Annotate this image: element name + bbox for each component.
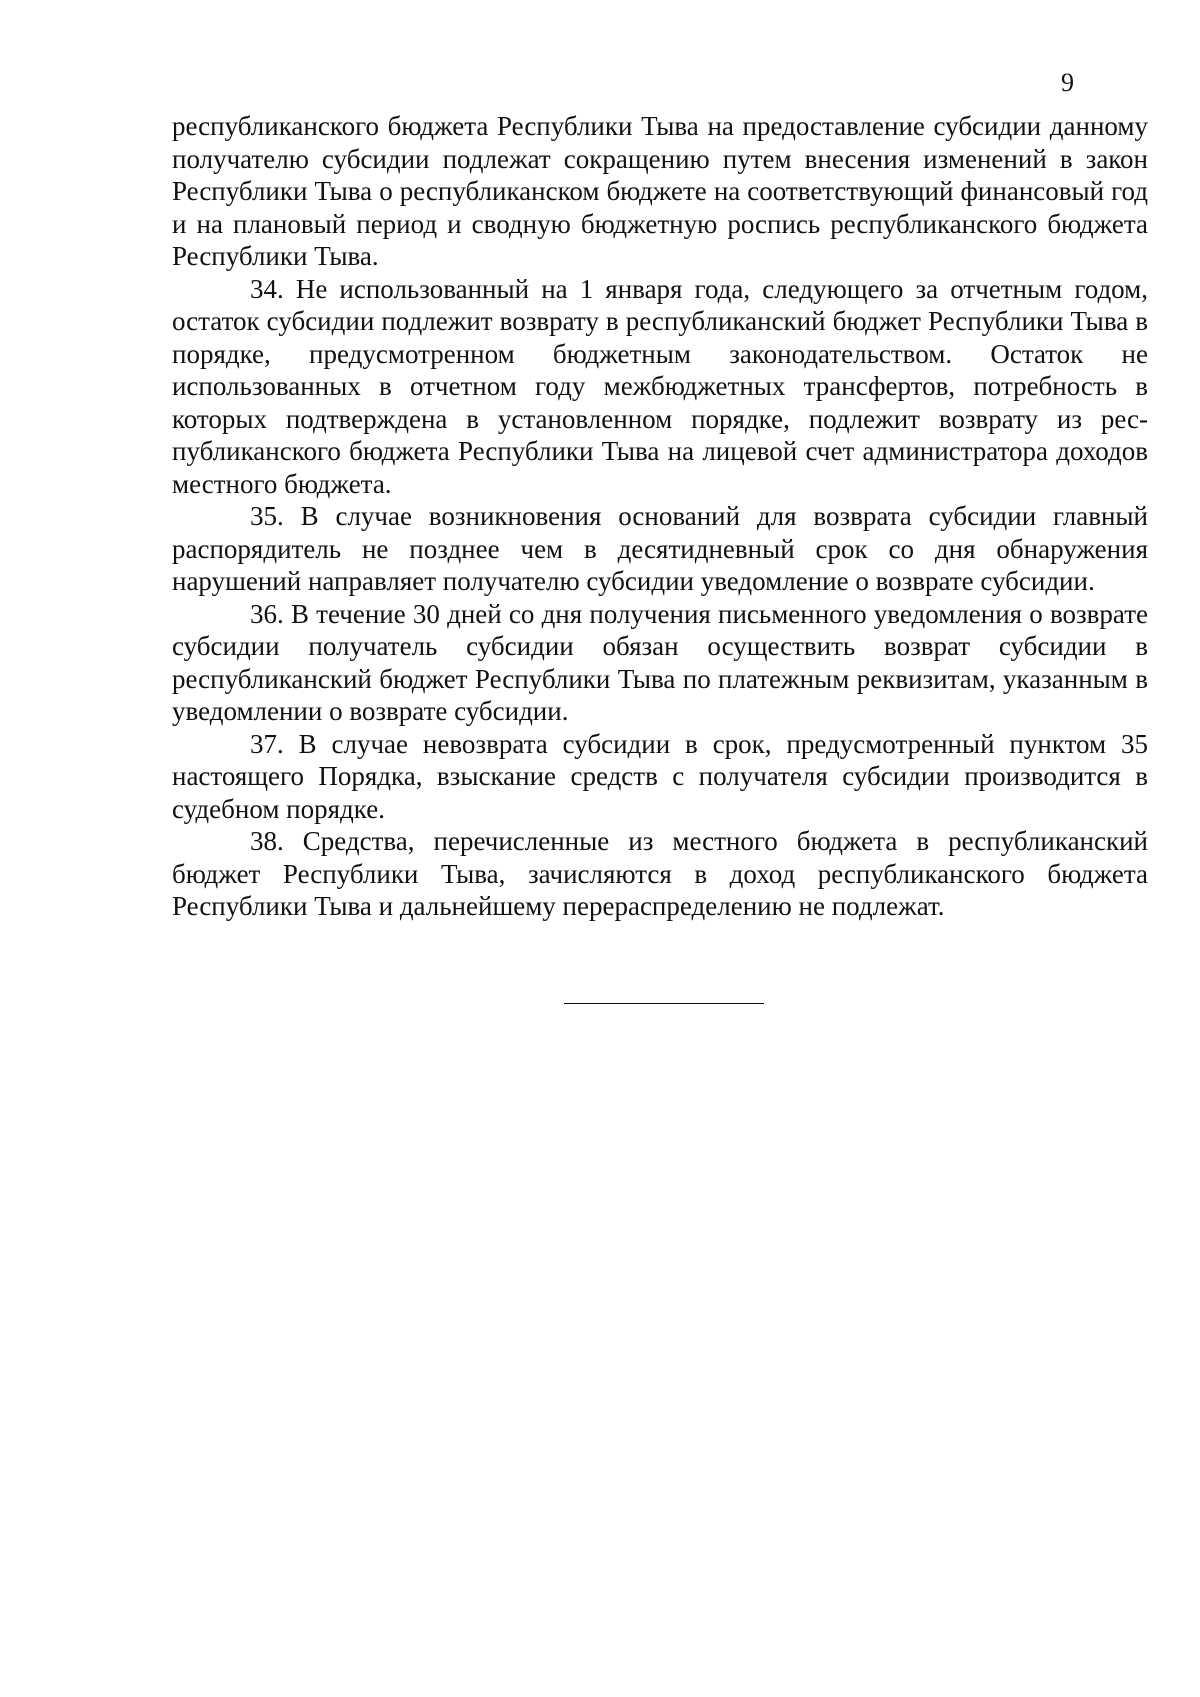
paragraph-continuation: республиканского бюджета Республики Тыва на предоставление субсидии данному получателю субсидии подлежат сокращению путем внесения изменений в закон Республики Тыва о республиканском бюджете на соответствующий финансовый год и на плановый период и сводную бюджетную роспись республиканского бюджета Республики Тыва. <box>172 111 1148 271</box>
paragraph-34: 34. Не использованный на 1 января года, следующего за отчетным годом, остаток субсидии подлежит возврату в республиканский бюджет Республики Тыва в порядке, предусмотренном бюджетным законодательством. Остаток не использованных в отчетном году межбюджетных трансфертов, потребность в которых подтверждена в установленном порядке, подлежит возврату из республиканского бюджета Республики Тыва на лицевой счет администратора доходов местного бюджета. <box>172 273 1148 499</box>
paragraph-37: 37. В случае невозврата субсидии в срок, предусмотренный пунктом 35 настоящего Порядка, взыскание средств с получателя субсидии производится в судебном порядке. <box>172 728 1148 824</box>
paragraph-38: 38. Средства, перечисленные из местного бюджета в республиканский бюджет Республики Тыва, зачисляются в доход республиканского бюджета Республики Тыва и дальнейшему перераспределению не подлежат. <box>172 826 1148 921</box>
page-number: 9 <box>1061 68 1074 97</box>
paragraph-35: 35. В случае возникновения оснований для возврата субсидии главный распорядитель не позднее чем в десятидневный срок со дня обнаружения нарушений направляет получателю субсидии уведомление о возврате субсидии. <box>172 501 1148 596</box>
closing-divider <box>564 1003 764 1004</box>
paragraph-36: 36. В течение 30 дней со дня получения письменного уведомления о возврате субсидии получатель субсидии обязан осуществить возврат субсидии в республиканский бюджет Республики Тыва по платежным реквизитам, указанным в уведомлении о возврате субсидии. <box>172 598 1148 726</box>
document-body <box>172 110 1148 923</box>
